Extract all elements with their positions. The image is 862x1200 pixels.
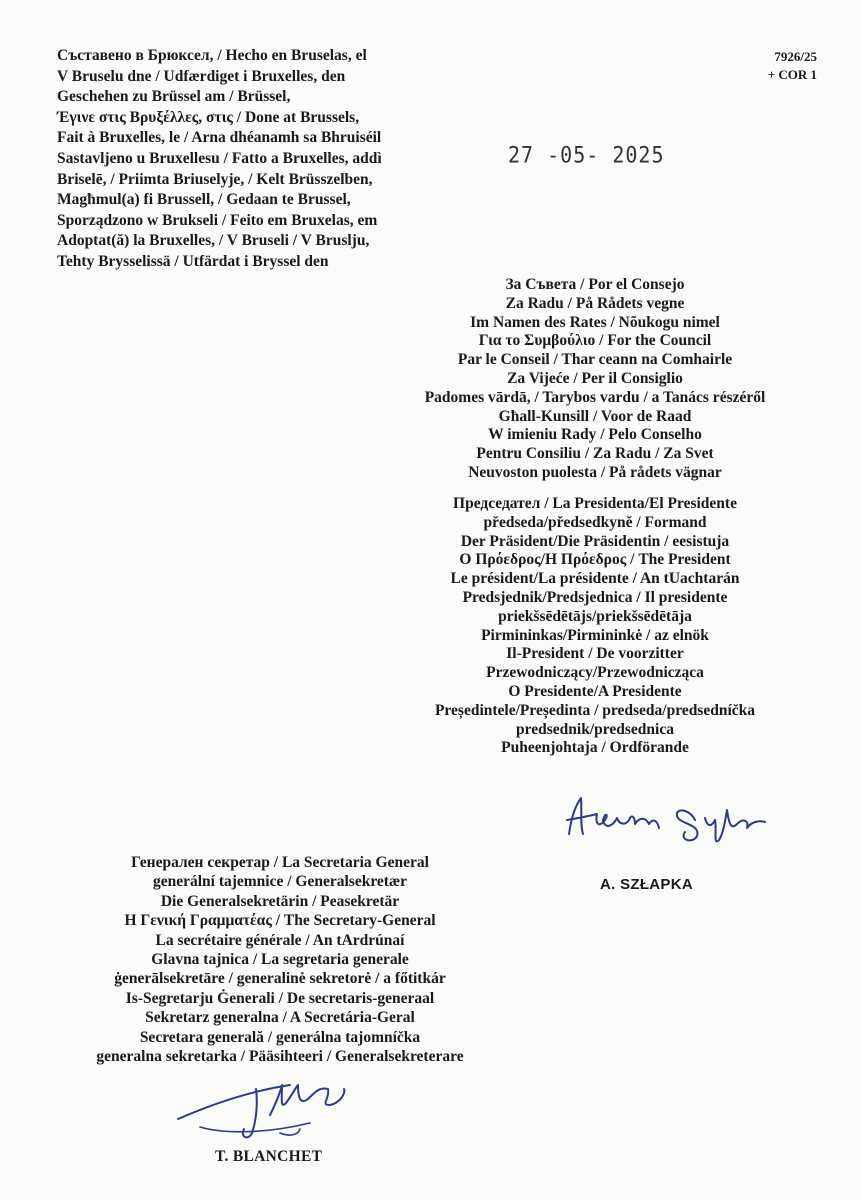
president-line: Le président/La présidente / An tUachtarán	[450, 570, 740, 588]
council-line: Im Namen des Rates / Nõukogu nimel	[470, 313, 720, 331]
secretary-general-line: Glavna tajnica / La segretaria generale	[151, 951, 409, 969]
president-title-block	[395, 495, 795, 758]
done-at-line: Sastavljeno u Bruxellesu / Fatto a Bruxelles, addì	[57, 149, 382, 167]
president-line: Przewodniczący/Przewodnicząca	[486, 664, 704, 682]
president-line: Il-President / De voorzitter	[506, 645, 684, 663]
council-line: Pentru Consiliu / Za Radu / Za Svet	[476, 445, 714, 463]
secretary-general-title-block	[60, 853, 500, 1066]
secretary-general-line: Η Γενική Γραμματέας / The Secretary-General	[124, 912, 436, 930]
council-line: Za Vijeće / Per il Consiglio	[507, 369, 683, 387]
done-at-line: Briselē, / Priimta Briuselyje, / Kelt Brüsszelben,	[57, 170, 373, 188]
for-the-council-block	[395, 276, 795, 483]
secretary-general-signature	[160, 1075, 380, 1155]
president-line: Ο Πρόεδρος/Η Πρόεδρος / The President	[459, 551, 731, 569]
reference-number: 7926/25	[774, 49, 817, 64]
secretary-general-line: Die Generalsekretärin / Peasekretär	[160, 892, 400, 910]
council-line: Za Radu / På Rådets vegne	[505, 294, 685, 312]
secretary-general-line: Secretara generală / generálna tajomníčka	[139, 1028, 421, 1046]
president-line: O Presidente/A Presidente	[508, 682, 682, 700]
done-at-line: Adoptat(ă) la Bruxelles, / V Bruseli / V Bruslju,	[57, 232, 370, 250]
president-line: priekšsēdētājs/priekšsēdētāja	[498, 607, 692, 625]
president-line: Pirmininkas/Pirmininkė / az elnök	[481, 626, 709, 644]
president-name: A. SZŁAPKA	[600, 876, 693, 893]
done-at-line: Sporządzono w Brukseli / Feito em Bruxelas, em	[57, 211, 378, 229]
president-line: Der Präsident/Die Präsidentin / eesistuja	[460, 532, 730, 550]
secretary-general-name: T. BLANCHET	[215, 1148, 323, 1165]
secretary-general-line: generální tajemnice / Generalsekretær	[152, 873, 408, 891]
council-line: Neuvoston puolesta / På rådets vägnar	[468, 463, 722, 481]
done-at-line: Съставено в Брюксел, / Hecho en Bruselas, el	[57, 47, 367, 64]
secretary-general-line: Sekretarz generalna / A Secretária-Geral	[145, 1009, 415, 1027]
done-at-line: Magħmul(a) fi Brussell, / Gedaan te Brussel,	[57, 191, 351, 209]
done-at-line: Έγινε στις Βρυξέλλες, στις / Done at Brussels,	[57, 108, 360, 126]
council-line: Για το Συμβούλιο / For the Council	[478, 332, 712, 350]
president-line: předseda/předsedkyně / Formand	[483, 513, 707, 531]
secretary-general-line: Генерален секретар / La Secretaria General	[131, 854, 429, 871]
secretary-general-line: La secrétaire générale / An tArdrúnaí	[155, 931, 405, 949]
council-line: W imieniu Rady / Pelo Conselho	[488, 426, 702, 444]
president-line: Председател / La Presidenta/El Presidente	[453, 495, 737, 512]
done-at-line: Geschehen zu Brüssel am / Brüssel,	[57, 88, 291, 106]
done-at-line: Tehty Brysselissä / Utfärdat i Bryssel den	[57, 252, 329, 270]
document-reference	[677, 48, 817, 84]
president-line: predsednik/predsednica	[516, 720, 674, 738]
council-line: Għall-Kunsill / Voor de Raad	[498, 407, 692, 425]
president-line: Predsjednik/Predsjednica / Il presidente	[462, 588, 728, 606]
council-line: Padomes vārdā, / Tarybos vardu / a Tanács részéről	[424, 388, 766, 406]
done-at-block	[57, 46, 477, 273]
president-signature	[555, 790, 785, 850]
done-at-line: V Bruselu dne / Udfærdiget i Bruxelles, den	[57, 67, 346, 85]
secretary-general-line: generalna sekretarka / Pääsihteeri / Generalsekreterare	[96, 1048, 464, 1066]
president-line: Președintele/Președinta / predseda/predsedníčka	[434, 701, 756, 719]
date-stamp: 27 -05- 2025	[508, 141, 665, 169]
president-line: Puheenjohtaja / Ordförande	[501, 739, 689, 757]
secretary-general-line: ġenerālsekretāre / generalinė sekretorė / a főtitkár	[114, 970, 446, 988]
council-line: За Съвета / Por el Consejo	[505, 276, 685, 293]
secretary-general-line: Is-Segretarju Ġenerali / De secretaris-generaal	[125, 989, 435, 1007]
done-at-line: Fait à Bruxelles, le / Arna dhéanamh sa Bhruiséil	[57, 129, 382, 147]
reference-corrigendum: + COR 1	[767, 67, 817, 82]
council-line: Par le Conseil / Thar ceann na Comhairle	[457, 351, 733, 369]
